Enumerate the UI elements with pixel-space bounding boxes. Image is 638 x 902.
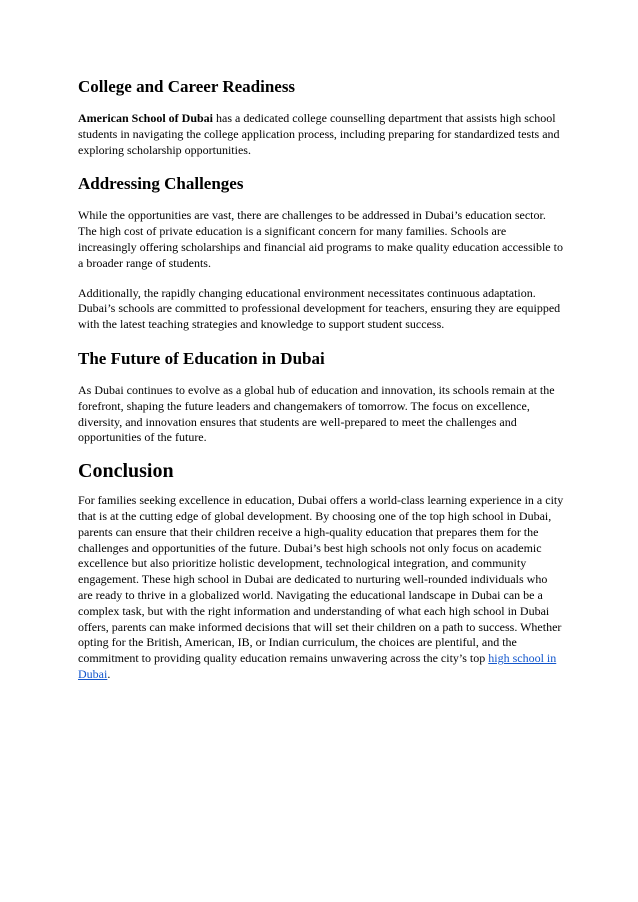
paragraph-challenges-2: Additionally, the rapidly changing educational environment necessitates continuous adaptation. Dubai’s schools are committed to professional development for teachers, ensuring they are equipped with the latest teaching strategies and knowledge to support student success.	[78, 285, 561, 332]
paragraph-future: As Dubai continues to evolve as a global hub of education and innovation, its schools remain at the forefront, shaping the future leaders and changemakers of tomorrow. The focus on excellence, diversity, and innovation ensures that students are well-prepared to meet the challenges and opportunities of the future.	[78, 382, 555, 445]
paragraph-tail: .	[107, 666, 111, 681]
paragraph-text: has a dedicated college counselling department that assists high school students in navigating the college application process, including preparing for standardized tests and exploring scholarship opportunities.	[78, 111, 560, 157]
paragraph-challenges-1: While the opportunities are vast, there are challenges to be addressed in Dubai’s education sector. The high cost of private education is a significant concern for many families. Schools are increasingly offering scholarships and financial aid programs to make quality education accessible to a broader range of students.	[78, 208, 563, 270]
paragraph-college-career	[78, 111, 564, 158]
heading-college-career-readiness: College and Career Readiness	[78, 77, 296, 96]
document-page	[78, 76, 564, 683]
heading-future-education: The Future of Education in Dubai	[78, 348, 325, 368]
paragraph-conclusion	[78, 493, 564, 683]
heading-conclusion: Conclusion	[78, 460, 174, 483]
paragraph-text: For families seeking excellence in education, Dubai offers a world-class learning experience in a city that is at the cutting edge of global development. By choosing one of the top high school in Dubai, parents can ensure that their children receive a high-quality education that prepares them for the challenges and opportunities of the future. Dubai’s best high schools not only focus on academic excellence but also prioritize holistic development, technological integration, and community engagement. These high school in Dubai are dedicated to nurturing well-rounded individuals who are ready to thrive in a globalized world. Navigating the educational landscape in Dubai can be a complex task, but with the right information and understanding of what each high school in Dubai offers, parents can make informed decisions that will set their children on a path to success. Whether opting for the British, American, IB, or Indian curriculum, the choices are plentiful, and the commitment to providing quality education remains unwavering across the city’s top	[78, 493, 564, 666]
high-school-dubai-link[interactable]: high school in Dubai	[78, 651, 557, 681]
school-name-bold: American School of Dubai	[78, 111, 213, 125]
heading-addressing-challenges: Addressing Challenges	[78, 174, 244, 194]
